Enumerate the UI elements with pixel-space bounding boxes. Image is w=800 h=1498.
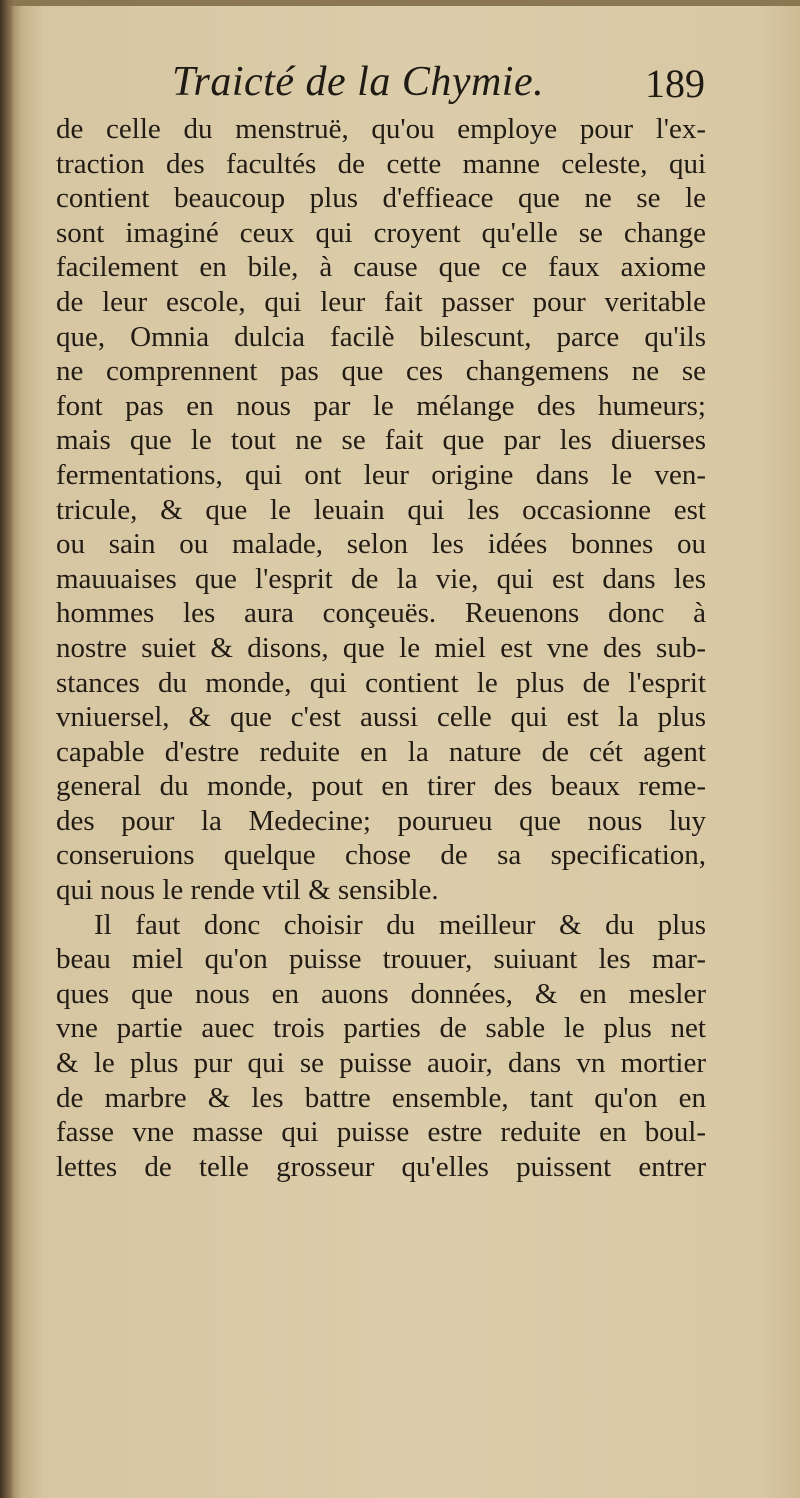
text-line: tricule, & que le leuain qui les occasionne est [56, 493, 706, 526]
running-title: Traicté de la Chymie. [172, 59, 545, 105]
text-line: de leur escole, qui leur fait passer pour veritable [56, 285, 706, 318]
text-line: traction des facultés de cette manne celeste, qui [56, 147, 706, 180]
text-line: font pas en nous par le mélange des humeurs; [56, 389, 706, 422]
text-line: & le plus pur qui se puisse auoir, dans vn mortier [56, 1047, 706, 1080]
text-line: general du monde, pout en tirer des beaux reme- [56, 770, 706, 803]
text-line: mauuaises que l'esprit de la vie, qui est dans les [56, 562, 706, 595]
text-line: de marbre & les battre ensemble, tant qu'on en [56, 1081, 706, 1114]
text-line: vniuersel, & que c'est aussi celle qui est la plus [56, 701, 706, 734]
text-line: fermentations, qui ont leur origine dans le ven- [56, 458, 706, 491]
text-line-latin-quote: que, Omnia dulcia facilè bilescunt, parce qu'ils [56, 320, 706, 353]
text-line: fasse vne masse qui puisse estre reduite en boul- [56, 1116, 706, 1149]
text-line: ou sain ou malade, selon les idées bonnes ou [56, 528, 706, 561]
text-line: lettes de telle grosseur qu'elles puissent entrer [56, 1150, 706, 1183]
text-line-paragraph-start: Il faut donc choisir du meilleur & du plus [94, 908, 706, 941]
text-line-paragraph-end: qui nous le rende vtil & sensible. [56, 874, 439, 907]
text-line: facilement en bile, à cause que ce faux axiome [56, 251, 706, 284]
text-line: de celle du menstruë, qu'ou employe pour l'ex- [56, 113, 706, 145]
text-line: capable d'estre reduite en la nature de cét agent [56, 735, 706, 768]
page-number: 189 [645, 61, 705, 106]
text-line: beau miel qu'on puisse trouuer, suiuant les mar- [56, 943, 706, 976]
text-line: des pour la Medecine; pourueu que nous luy [56, 804, 706, 837]
text-line: nostre suiet & disons, que le miel est vne des sub- [56, 631, 706, 664]
text-line: stances du monde, qui contient le plus de l'esprit [56, 666, 706, 699]
text-line: sont imaginé ceux qui croyent qu'elle se change [56, 216, 706, 249]
text-line: ne comprennent pas que ces changemens ne se [56, 355, 706, 388]
text-line: conseruions quelque chose de sa specification, [56, 839, 706, 872]
text-line: mais que le tout ne se fait que par les diuerses [56, 424, 706, 457]
text-line: vne partie auec trois parties de sable le plus net [56, 1012, 706, 1045]
text-line: ques que nous en auons données, & en mesler [56, 977, 706, 1010]
body-text [56, 112, 706, 1184]
text-line: hommes les aura conçeuës. Reuenons donc à [56, 597, 706, 630]
text-line: contient beaucoup plus d'effieace que ne se le [56, 182, 706, 215]
binding-shadow [0, 0, 14, 1498]
page-header [0, 58, 800, 110]
